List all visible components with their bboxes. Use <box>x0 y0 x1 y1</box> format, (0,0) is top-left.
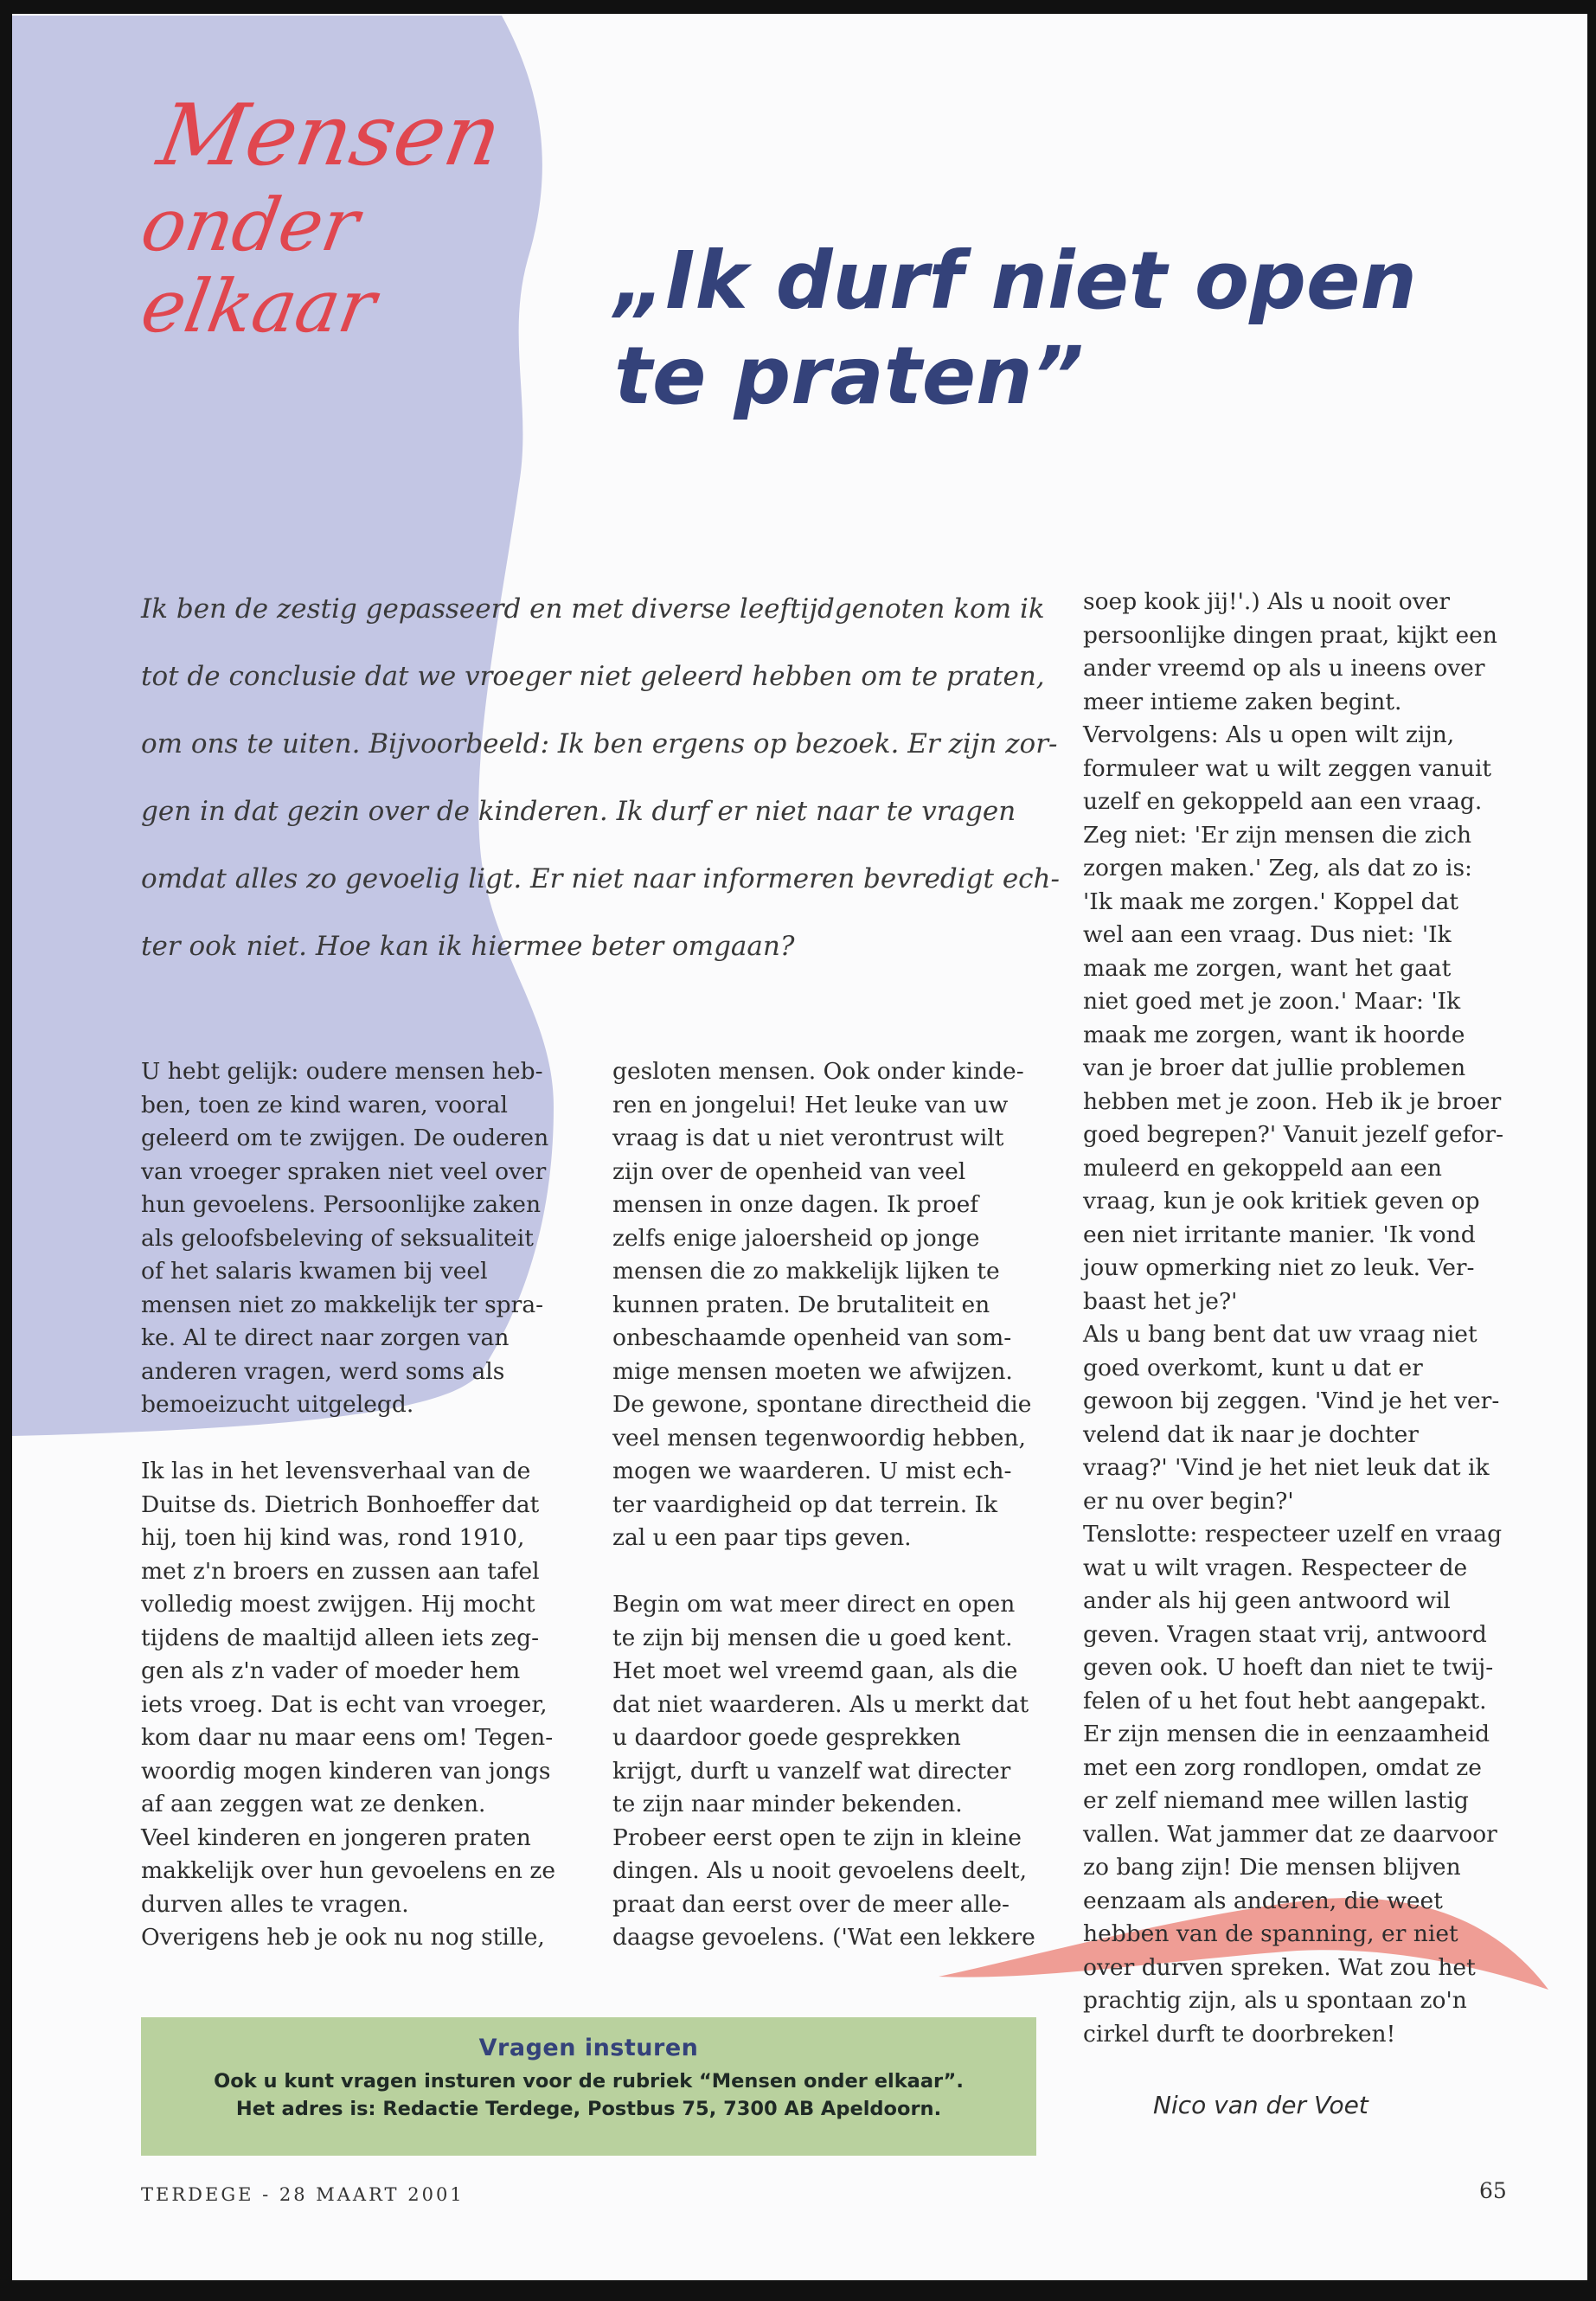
body-line: prachtig zijn, als u spontaan zo'n <box>1083 1987 1467 2014</box>
body-line: zorgen maken.' Zeg, als dat zo is: <box>1083 855 1472 881</box>
body-line: met een zorg rondlopen, omdat ze <box>1083 1753 1482 1781</box>
body-line: hun gevoelens. Persoonlijke zaken <box>141 1191 542 1218</box>
body-line: Veel kinderen en jongeren praten <box>141 1823 531 1851</box>
body-line: Ik las in het levensverhaal van de <box>141 1458 531 1484</box>
body-line: hebben van de spanning, er niet <box>1083 1920 1458 1947</box>
body-line: Probeer eerst open te zijn in kleine <box>612 1823 1022 1851</box>
body-line: maak me zorgen, want het gaat <box>1083 954 1452 982</box>
body-line: mensen niet zo makkelijk ter spra- <box>141 1291 544 1318</box>
body-line: Zeg niet: 'Er zijn mensen die zich <box>1083 821 1472 849</box>
body-line: zo bang zijn! Die mensen blijven <box>1083 1854 1461 1881</box>
body-line: zelfs enige jaloersheid op jonge <box>612 1224 980 1252</box>
body-line: U hebt gelijk: oudere mensen heb- <box>141 1058 543 1085</box>
body-line: mogen we waarderen. U mist ech- <box>612 1458 1012 1484</box>
body-line: ander als hij geen antwoord wil <box>1083 1587 1451 1614</box>
body-line: formuleer wat u wilt zeggen vanuit <box>1083 754 1492 782</box>
body-line: makkelijk over hun gevoelens en ze <box>141 1857 556 1884</box>
body-line: vraag?' 'Vind je het niet leuk dat ik <box>1083 1454 1490 1481</box>
body-line: volledig moest zwijgen. Hij mocht <box>141 1591 535 1618</box>
body-line: af aan zeggen wat ze denken. <box>141 1791 486 1817</box>
body-line: met z'n broers en zussen aan tafel <box>141 1557 540 1585</box>
page-number: 65 <box>1479 2178 1507 2203</box>
intro-line: Ik ben de zestig gepasseerd en met diverse leeftijdgenoten kom ik <box>141 593 1045 625</box>
body-line: muleerd en gekoppeld aan een <box>1083 1154 1442 1182</box>
body-line: dingen. Als u nooit gevoelens deelt, <box>612 1857 1028 1884</box>
footer-publication: TERDEGE - 28 MAART 2001 <box>141 2184 465 2205</box>
body-column-3 <box>1083 586 1567 2051</box>
body-line: zijn over de openheid van veel <box>612 1157 966 1185</box>
body-column-1 <box>141 1055 574 1955</box>
body-line: mensen in onze dagen. Ik proef <box>612 1191 979 1218</box>
intro-line: tot de conclusie dat we vroeger niet geleerd hebben om te praten, <box>141 661 1045 692</box>
body-line: tijdens de maaltijd alleen iets zeg- <box>141 1624 540 1651</box>
body-line: te zijn bij mensen die u goed kent. <box>612 1624 1013 1651</box>
body-line: te zijn naar minder bekenden. <box>612 1791 963 1817</box>
body-line: wat u wilt vragen. Respecteer de <box>1083 1554 1468 1581</box>
body-line: gen als z'n vader of moeder hem <box>141 1657 521 1684</box>
body-line: Als u bang bent dat uw vraag niet <box>1083 1321 1477 1348</box>
body-line: als geloofsbeleving of seksualiteit <box>141 1224 534 1252</box>
paragraph-gap <box>612 1555 1054 1589</box>
body-line: van je broer dat jullie problemen <box>1083 1054 1466 1081</box>
body-line: ander vreemd op als u ineens over <box>1083 655 1485 682</box>
body-line: er zelf niemand mee willen lastig <box>1083 1787 1469 1814</box>
body-line: zal u een paar tips geven. <box>612 1524 912 1551</box>
body-line: niet goed met je zoon.' Maar: 'Ik <box>1083 988 1461 1015</box>
body-line: dat niet waarderen. Als u merkt dat <box>612 1690 1029 1718</box>
article-headline <box>614 234 1417 424</box>
body-line: cirkel durft te doorbreken! <box>1083 2020 1396 2048</box>
body-line: er nu over begin?' <box>1083 1487 1294 1515</box>
body-line: krijgt, durft u vanzelf wat directer <box>612 1757 1011 1785</box>
body-line: meer intieme zaken begint. <box>1083 688 1402 715</box>
body-line: jouw opmerking niet zo leuk. Ver- <box>1083 1254 1475 1281</box>
body-line: Het moet wel vreemd gaan, als die <box>612 1657 1018 1684</box>
body-line: Tenslotte: respecteer uzelf en vraag <box>1083 1521 1503 1548</box>
body-line: gesloten mensen. Ook onder kinde- <box>612 1058 1024 1085</box>
body-line: een niet irritante manier. 'Ik vond <box>1083 1221 1476 1248</box>
callout-title: Vragen insturen <box>478 2035 699 2061</box>
submit-questions-box <box>141 2017 1036 2156</box>
intro-line: om ons te uiten. Bijvoorbeeld: Ik ben ergens op bezoek. Er zijn zor- <box>141 728 1058 760</box>
intro-line: ter ook niet. Hoe kan ik hiermee beter omgaan? <box>141 931 795 962</box>
body-line: eenzaam als anderen, die weet <box>1083 1887 1443 1914</box>
body-line: wel aan een vraag. Dus niet: 'Ik <box>1083 921 1452 948</box>
body-line: ren en jongelui! Het leuke van uw <box>612 1091 1009 1118</box>
callout-line-2: Het adres is: Redactie Terdege, Postbus 75, 7300 AB Apeldoorn. <box>235 2098 942 2120</box>
headline-line-1: „Ik durf niet open <box>614 234 1417 327</box>
body-line: goed begrepen?' Vanuit jezelf gefor- <box>1083 1121 1504 1148</box>
body-line: felen of u het fout hebt aangepakt. <box>1083 1687 1487 1715</box>
body-line: kunnen praten. De brutaliteit en <box>612 1291 990 1318</box>
rubric-word-2: onder <box>135 183 365 267</box>
headline-line-2: te praten” <box>614 330 1084 422</box>
rubric-word-3: elkaar <box>135 264 382 349</box>
body-line: maak me zorgen, want ik hoorde <box>1083 1021 1465 1048</box>
rubric-word-1: Mensen <box>151 87 509 185</box>
callout-line-1: Ook u kunt vragen insturen voor de rubriek “Mensen onder elkaar”. <box>214 2070 964 2093</box>
body-line: Duitse ds. Dietrich Bonhoeffer dat <box>141 1490 540 1518</box>
body-line: ter vaardigheid op dat terrein. Ik <box>612 1490 998 1518</box>
body-line: Begin om wat meer direct en open <box>612 1591 1016 1618</box>
body-line: daagse gevoelens. ('Wat een lekkere <box>612 1924 1035 1951</box>
body-line: bemoeizucht uitgelegd. <box>141 1391 414 1418</box>
body-line: ke. Al te direct naar zorgen van <box>141 1324 510 1351</box>
reader-question <box>141 575 1060 980</box>
body-line: mensen die zo makkelijk lijken te <box>612 1258 1000 1285</box>
body-line: van vroeger spraken niet veel over <box>141 1157 547 1185</box>
body-line: velend dat ik naar je dochter <box>1083 1420 1419 1448</box>
body-line: u daardoor goede gesprekken <box>612 1724 961 1751</box>
body-line: vallen. Wat jammer dat ze daarvoor <box>1083 1820 1497 1848</box>
paragraph-gap <box>141 1422 574 1456</box>
body-line: Overigens heb je ook nu nog stille, <box>141 1924 545 1951</box>
body-line: durven alles te vragen. <box>141 1890 409 1918</box>
scan-border-bottom <box>0 2280 1596 2301</box>
body-line: ben, toen ze kind waren, vooral <box>141 1091 508 1118</box>
body-line: of het salaris kwamen bij veel <box>141 1258 488 1285</box>
body-line: soep kook jij!'.) Als u nooit over <box>1083 588 1451 615</box>
body-line: geven ook. U hoeft dan niet te twij- <box>1083 1654 1494 1681</box>
body-line: praat dan eerst over de meer alle- <box>612 1890 1010 1918</box>
body-line: goed overkomt, kunt u dat er <box>1083 1354 1423 1381</box>
body-line: Vervolgens: Als u open wilt zijn, <box>1083 721 1455 748</box>
body-line: mige mensen moeten we afwijzen. <box>612 1357 1013 1385</box>
body-line: Er zijn mensen die in eenzaamheid <box>1083 1721 1490 1747</box>
body-line: persoonlijke dingen praat, kijkt een <box>1083 621 1497 649</box>
body-column-2 <box>612 1055 1054 1955</box>
body-line: 'Ik maak me zorgen.' Koppel dat <box>1083 888 1459 915</box>
body-line: geven. Vragen staat vrij, antwoord <box>1083 1620 1487 1648</box>
body-line: geleerd om te zwijgen. De ouderen <box>141 1125 549 1151</box>
body-line: iets vroeg. Dat is echt van vroeger, <box>141 1690 548 1718</box>
intro-line: omdat alles zo gevoelig ligt. Er niet naar informeren bevredigt ech- <box>141 863 1060 894</box>
body-line: De gewone, spontane directheid die <box>612 1391 1032 1418</box>
body-line: anderen vragen, werd soms als <box>141 1357 505 1385</box>
section-rubric <box>135 87 509 349</box>
body-line: woordig mogen kinderen van jongs <box>141 1757 551 1785</box>
body-line: veel mensen tegenwoordig hebben, <box>612 1424 1026 1452</box>
body-line: vraag is dat u niet verontrust wilt <box>612 1125 1004 1151</box>
body-line: gewoon bij zeggen. 'Vind je het ver- <box>1083 1388 1500 1414</box>
intro-line: gen in dat gezin over de kinderen. Ik durf er niet naar te vragen <box>141 796 1016 827</box>
body-line: baast het je?' <box>1083 1287 1238 1315</box>
body-line: over durven spreken. Wat zou het <box>1083 1953 1476 1981</box>
body-line: hebben met je zoon. Heb ik je broer <box>1083 1087 1502 1115</box>
author-signature: Nico van der Voet <box>1153 2091 1368 2119</box>
body-line: onbeschaamde openheid van som- <box>612 1324 1012 1351</box>
body-line: vraag, kun je ook kritiek geven op <box>1083 1188 1480 1215</box>
body-line: uzelf en gekoppeld aan een vraag. <box>1083 788 1483 815</box>
body-line: kom daar nu maar eens om! Tegen- <box>141 1724 554 1751</box>
body-line: hij, toen hij kind was, rond 1910, <box>141 1524 525 1551</box>
